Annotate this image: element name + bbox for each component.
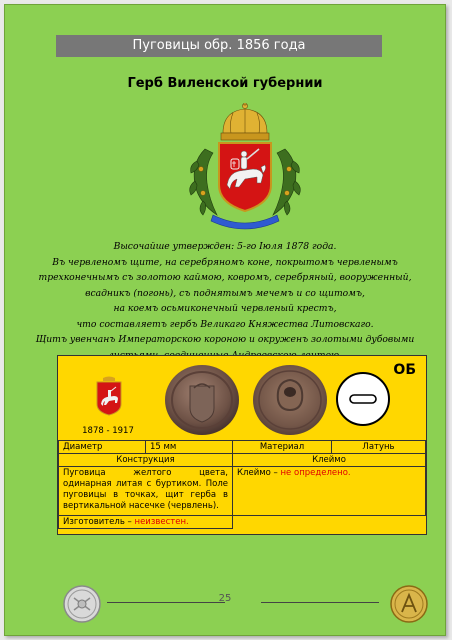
material-value: Латунь [332,441,426,454]
button-type-badge: ОБ [393,362,416,378]
hallmark-label: Клеймо – [237,468,281,478]
button-type-symbol-icon [334,370,392,428]
hallmark-header: Клеймо [233,454,426,467]
mini-coat-of-arms-icon [94,376,124,416]
page [4,4,446,636]
coat-of-arms-emblem [183,103,307,235]
page-title-bar [56,35,382,57]
page-number: 25 [218,593,232,604]
description-line: Щитъ увенчанъ Императорскою короною и окруженъ золотыми дубовыми [35,334,415,345]
description-line: трехконечнымъ съ золотою каймою, ковромъ, серебряный, вооруженный, [38,272,412,283]
footer-divider [261,602,379,603]
construction-text: Пуговица желтого цвета, одинарная литая с буртиком. Поле пуговицы в точках, щит герба в вертикальной насечке (червлень). [59,467,233,516]
card-images [58,356,426,440]
page-title: Пуговицы обр. 1856 года [132,38,306,53]
table-row [59,467,426,516]
button-front-photo [162,362,242,438]
maker-cell [59,516,233,529]
left-medal-icon [62,584,102,624]
diameter-value: 15 мм [146,441,233,454]
table-row [59,441,426,454]
right-medal-icon [389,584,429,624]
maker-label: Изготовитель – [63,517,135,527]
description-line: Въ червленомъ щите, на серебряномъ коне, покрытомъ червленымъ [52,256,398,268]
table-row [59,454,426,467]
button-back-photo [250,362,330,438]
empty-cell [233,516,426,529]
maker-value: неизвестен. [134,517,189,527]
description-line: на коемъ осьмиконечный червленый крестъ, [113,303,337,314]
description-line: Высочайше утвержден: 5-го Іюля 1878 года. [113,241,337,252]
years-label: 1878 - 1917 [82,426,134,436]
diameter-label: Диаметр [59,441,146,454]
button-spec-card [57,355,427,535]
hallmark-cell [233,467,426,516]
hallmark-value: не определено. [280,468,351,478]
table-row [59,516,426,529]
spec-table [58,440,426,529]
material-label: Материал [233,441,332,454]
section-heading: Герб Виленской губернии [127,76,323,91]
description-line: всадникъ (погонь), съ поднятымъ мечемъ и со щитомъ, [85,287,365,299]
description-line: что составляетъ гербъ Великаго Княжества Литовскаго. [76,318,374,330]
construction-header: Конструкция [59,454,233,467]
coat-of-arms-description [23,239,427,363]
